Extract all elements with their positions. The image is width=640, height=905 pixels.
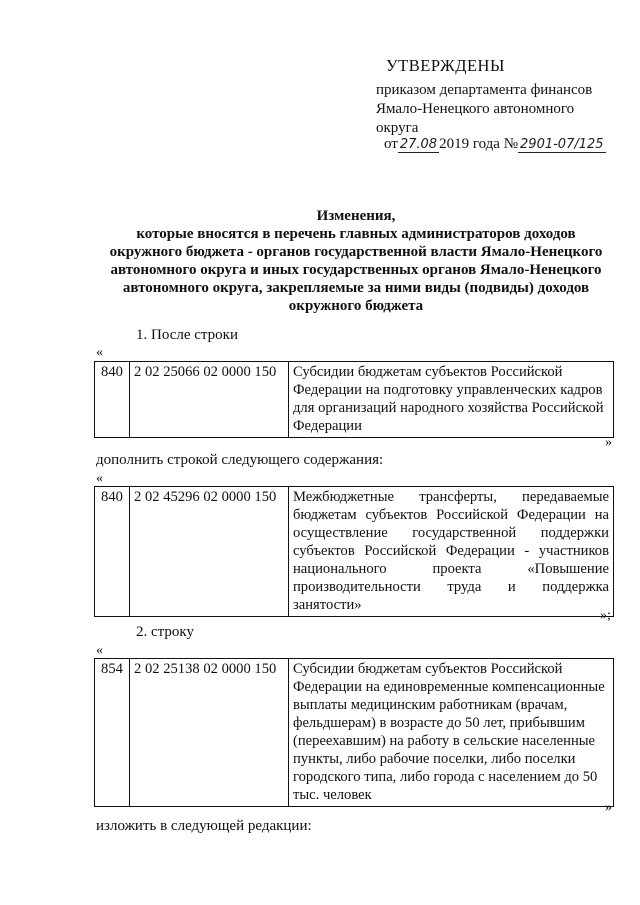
- table-row: [95, 362, 614, 438]
- order-prefix: от: [384, 136, 398, 152]
- kbk-code: 2 02 25066 02 0000 150: [130, 362, 289, 438]
- title-line: автономного округа и иных государственных органов Ямало-Ненецкого: [110, 262, 602, 278]
- kbk-code: 2 02 25138 02 0000 150: [130, 659, 289, 807]
- approval-title: УТВЕРЖДЕНЫ: [386, 56, 505, 75]
- table-row: [95, 659, 614, 807]
- close-quote: »;: [600, 608, 611, 623]
- kbk-code: 2 02 45296 02 0000 150: [130, 487, 289, 617]
- table-row: [95, 487, 614, 617]
- close-quote: »: [605, 800, 612, 815]
- approval-line-1: приказом департамента финансов: [376, 82, 593, 98]
- open-quote: «: [96, 471, 103, 486]
- approval-line-3: округа: [376, 120, 419, 136]
- title-line: окружного бюджета - органов государственной власти Ямало-Ненецкого: [109, 244, 603, 260]
- record-table-1: [94, 361, 614, 438]
- admin-code: 840: [95, 362, 130, 438]
- section-1-heading: 1. После строки: [136, 327, 238, 343]
- section-2-instruction: изложить в следующей редакции:: [96, 818, 312, 834]
- approval-line-2: Ямало-Ненецкого автономного: [376, 101, 575, 117]
- record-table-3: [94, 658, 614, 807]
- order-number: 2901-07/125: [520, 137, 604, 152]
- title-line: Изменения,: [316, 208, 396, 224]
- title-line: которые вносятся в перечень главных администраторов доходов: [136, 226, 576, 242]
- order-date: 27.08: [399, 137, 438, 152]
- order-line: [384, 136, 606, 153]
- open-quote: «: [96, 643, 103, 658]
- record-table-2: [94, 486, 614, 617]
- section-1-instruction: дополнить строкой следующего содержания:: [96, 452, 384, 468]
- income-description: Субсидии бюджетам субъектов Российской Федерации на единовременные компенсационные выплаты медицинским работникам (врачам, фельдшерам) в возрасте до 50 лет, прибывшим (переехавшим) на работу в сельские населенные пункты, либо рабочие поселки, либо поселки городского типа, либо города с населением до 50 тыс. человек: [289, 659, 614, 807]
- admin-code: 840: [95, 487, 130, 617]
- income-description: Межбюджетные трансферты, передаваемые бюджетам субъектов Российской Федерации на осуществление государственной поддержки субъектов Российской Федерации - участников национального проекта «Повышение производительности труда и поддержка занятости»: [289, 487, 614, 617]
- order-year: 2019 года №: [439, 136, 519, 152]
- section-2-heading: 2. строку: [136, 624, 194, 640]
- admin-code: 854: [95, 659, 130, 807]
- income-description: Субсидии бюджетам субъектов Российской Федерации на подготовку управленческих кадров для организаций народного хозяйства Российской Федерации: [289, 362, 614, 438]
- close-quote: »: [605, 435, 612, 450]
- document-title: [96, 207, 616, 315]
- title-line: автономного округа, закрепляемые за ними виды (подвиды) доходов: [122, 280, 590, 296]
- title-line: окружного бюджета: [288, 298, 424, 314]
- open-quote: «: [96, 345, 103, 360]
